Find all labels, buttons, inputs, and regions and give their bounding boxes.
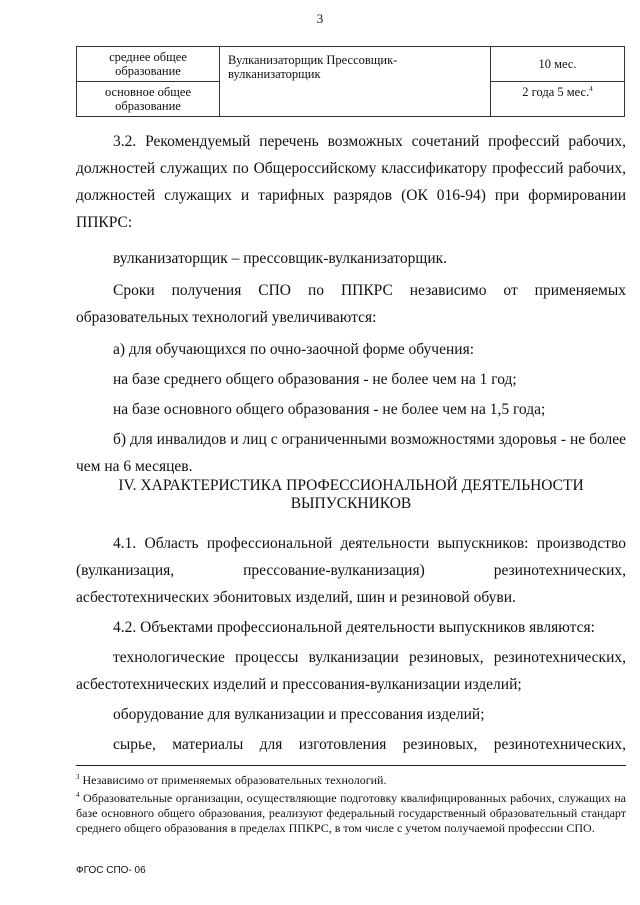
- footnote: [76, 788, 626, 836]
- paragraph: Сроки получения СПО по ППКРС независимо от применяемых образовательных технологий увеличиваются:: [76, 282, 626, 326]
- paragraph: вулканизаторщик – прессовщик-вулканизаторщик.: [113, 250, 448, 267]
- paragraph: а) для обучающихся по очно-заочной форме обучения:: [113, 341, 475, 358]
- footnote-mark: 3: [76, 773, 80, 781]
- paragraph: на базе основного общего образования - не более чем на 1,5 года;: [113, 401, 546, 418]
- paragraph: 4.2. Объектами профессиональной деятельности выпускников являются:: [113, 619, 595, 636]
- table-row: [77, 47, 625, 82]
- education-level-cell: среднее общее образование: [77, 47, 220, 82]
- paragraph: б) для инвалидов и лиц с ограниченными возможностями здоровья - не более чем на 6 месяцев.: [76, 431, 626, 475]
- section-heading: IV. ХАРАКТЕРИСТИКА ПРОФЕССИОНАЛЬНОЙ ДЕЯТЕЛЬНОСТИ ВЫПУСКНИКОВ: [118, 477, 584, 512]
- education-level-cell: основное общее образование: [77, 82, 220, 117]
- footnote-mark: 4: [76, 791, 80, 799]
- education-terms-table: [76, 46, 625, 117]
- page-number: 3: [316, 11, 324, 26]
- term-cell: 10 мес.: [491, 47, 625, 82]
- footnotes: [76, 770, 626, 836]
- paragraph: на базе среднего общего образования - не более чем на 1 год;: [113, 371, 517, 388]
- footnote-text: Независимо от применяемых образовательных технологий.: [82, 773, 387, 787]
- paragraph: 3.2. Рекомендуемый перечень возможных сочетаний профессий рабочих, должностей служащих по Общероссийскому классификатору профессий рабочих, должностей служащих и тарифных разрядов (ОК 016-94) при формировании ППКРС:: [76, 133, 626, 231]
- document-code: ФГОС СПО- 06: [76, 865, 146, 876]
- footnote: [76, 770, 626, 788]
- professions-cell: Вулканизаторщик Прессовщик-вулканизаторщик: [220, 47, 491, 117]
- paragraph: оборудование для вулканизации и прессования изделий;: [113, 706, 485, 723]
- paragraph: 4.1. Область профессиональной деятельности выпускников: производство (вулканизация, прессование-вулканизация) резинотехнических, асбестотехнических эбонитовых изделий, шин и резиновой обуви.: [76, 535, 626, 606]
- paragraph: технологические процессы вулканизации резиновых, резинотехнических, асбестотехнических изделий и прессования-вулканизации изделий;: [76, 649, 626, 693]
- term-cell: [491, 82, 625, 117]
- footnote-divider: [76, 765, 626, 766]
- footnote-ref: 4: [589, 85, 593, 93]
- footnote-text: Образовательные организации, осуществляющие подготовку квалифицированных рабочих, служащих на базе основного общего образования, реализуют федеральный государственный образовательный стандарт среднего общего образования в пределах ППКРС, в том числе с учетом получаемой профессии СПО.: [76, 791, 627, 835]
- paragraph: сырье, материалы для изготовления резиновых, резинотехнических,: [113, 736, 626, 753]
- term-text: 2 года 5 мес.: [522, 85, 590, 100]
- paragraph-block-2: [76, 530, 626, 758]
- paragraph-block-1: [76, 128, 626, 480]
